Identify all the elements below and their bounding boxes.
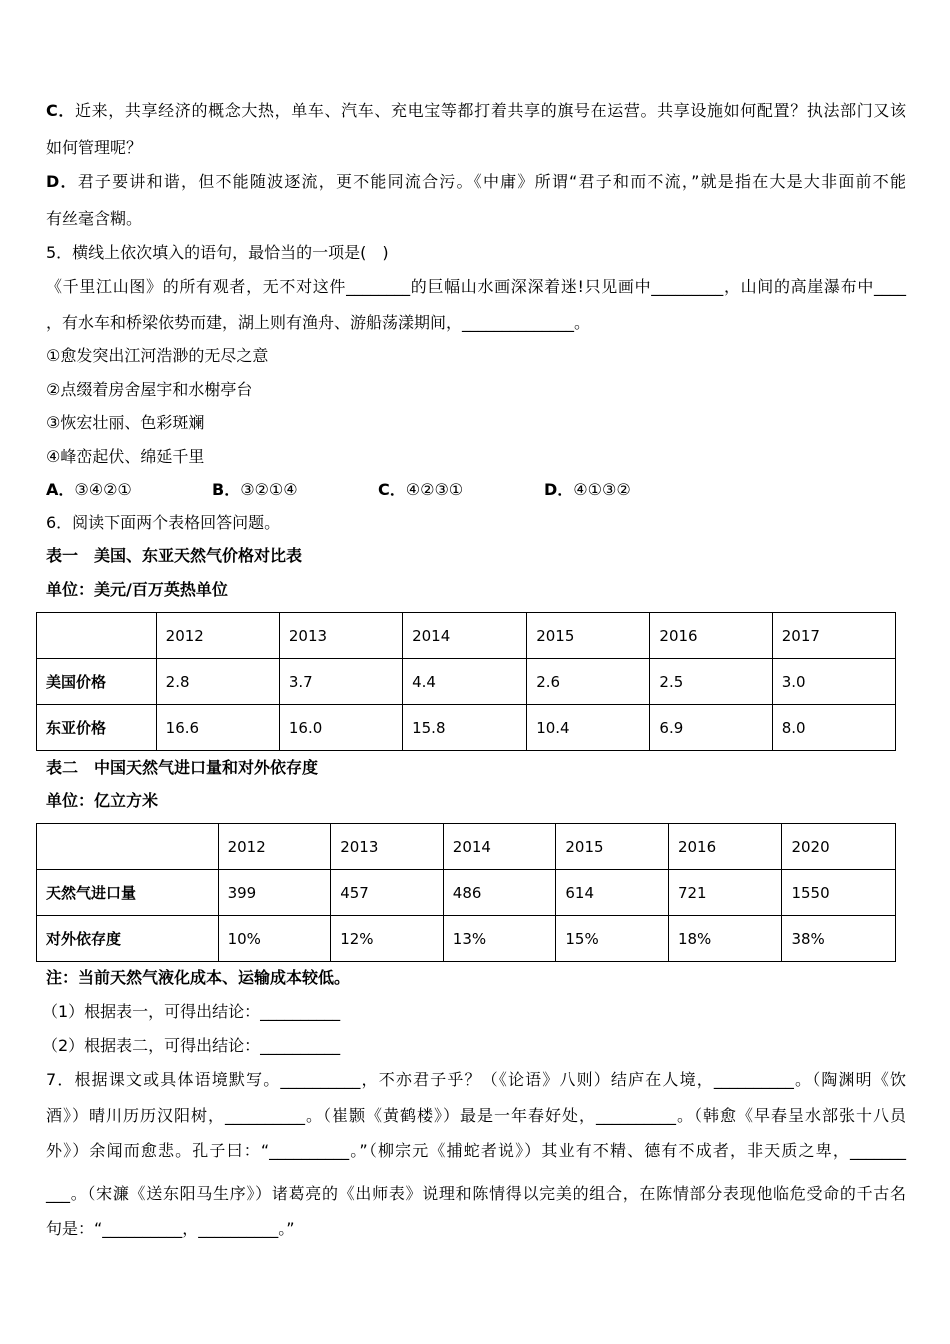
option-text: ③④②① bbox=[74, 480, 132, 499]
table-cell: 2.6 bbox=[527, 659, 650, 705]
table-cell: 东亚价格 bbox=[37, 705, 157, 751]
table-cell: 3.0 bbox=[772, 659, 895, 705]
table-cell: 721 bbox=[668, 870, 781, 916]
option-text: 君子要讲和谐，但不能随波逐流，更不能同流合污。《中庸》所谓“君子和而不流，”就是指在大是大非面前不能 bbox=[77, 172, 906, 191]
table-cell bbox=[37, 613, 157, 659]
question-7-line: ___。（宋濂《送东阳马生序》）诸葛亮的《出师表》说理和陈情得以完美的组合，在陈情部分表现他临危受命的千古名 bbox=[46, 1184, 906, 1203]
table-cell: 2020 bbox=[782, 824, 896, 870]
table-cell: 2017 bbox=[772, 613, 895, 659]
table-cell bbox=[37, 824, 219, 870]
table-cell: 2.5 bbox=[650, 659, 772, 705]
table-row bbox=[37, 916, 896, 962]
table-cell: 614 bbox=[556, 870, 669, 916]
table-cell: 2015 bbox=[556, 824, 669, 870]
table-cell: 2013 bbox=[331, 824, 444, 870]
option-label: D． bbox=[46, 172, 78, 191]
question-5-passage-line2: ，有水车和桥梁依势而建，湖上则有渔舟、游船荡漾期间，______________。 bbox=[46, 313, 591, 332]
table-cell: 10% bbox=[218, 916, 331, 962]
table-cell: 13% bbox=[443, 916, 556, 962]
table-cell: 16.6 bbox=[156, 705, 279, 751]
table-note: 注：当前天然气液化成本、运输成本较低。 bbox=[46, 968, 351, 987]
table-header-row bbox=[37, 824, 896, 870]
table-cell: 3.7 bbox=[279, 659, 402, 705]
option-b bbox=[212, 479, 378, 501]
option-text: ④②③① bbox=[405, 480, 464, 499]
option-text: 近来，共享经济的概念大热，单车、汽车、充电宝等都打着共享的旗号在运营。共享设施如何配置？执法部门又该 bbox=[75, 101, 906, 120]
table-cell: 8.0 bbox=[772, 705, 895, 751]
question-7-line: 外》）余闻而愈悲。孔子曰：“__________。”（柳宗元《捕蛇者说》）其业有不精、德有不成者，非天质之卑，_______ bbox=[46, 1141, 906, 1160]
table-cell: 对外依存度 bbox=[37, 916, 219, 962]
table-cell: 2016 bbox=[668, 824, 781, 870]
option-c-line2: 如何管理呢？ bbox=[46, 138, 143, 157]
question-5-item: ④峰峦起伏、绵延千里 bbox=[46, 447, 205, 466]
option-label: C． bbox=[378, 480, 406, 499]
table-cell: 2015 bbox=[527, 613, 650, 659]
option-d-line1 bbox=[46, 171, 906, 193]
table-cell: 38% bbox=[782, 916, 896, 962]
table-cell: 2013 bbox=[279, 613, 402, 659]
table-cell: 15% bbox=[556, 916, 669, 962]
table-cell: 15.8 bbox=[403, 705, 527, 751]
table-row bbox=[37, 705, 896, 751]
question-5-item: ①愈发突出江河浩渺的无尽之意 bbox=[46, 346, 269, 365]
table-cell: 18% bbox=[668, 916, 781, 962]
table-cell: 4.4 bbox=[403, 659, 527, 705]
table-cell: 2012 bbox=[218, 824, 331, 870]
question-5-item: ③恢宏壮丽、色彩斑斓 bbox=[46, 413, 205, 432]
table-cell: 美国价格 bbox=[37, 659, 157, 705]
table-cell: 1550 bbox=[782, 870, 896, 916]
table-cell: 6.9 bbox=[650, 705, 772, 751]
table-cell: 2016 bbox=[650, 613, 772, 659]
option-label: A． bbox=[46, 480, 75, 499]
option-d bbox=[544, 479, 710, 501]
option-text: ③②①④ bbox=[240, 480, 298, 499]
question-5-passage-line1: 《千里江山图》的所有观者，无不对这件________的巨幅山水画深深着迷!只见画中_________，山间的高崖瀑布中____ bbox=[46, 277, 906, 296]
option-label: C． bbox=[46, 101, 76, 120]
table2-title: 表二 中国天然气进口量和对外依存度 bbox=[46, 758, 319, 777]
table-cell: 2014 bbox=[403, 613, 527, 659]
table2 bbox=[36, 823, 896, 962]
option-text: ④①③② bbox=[573, 480, 631, 499]
question-6-stem: 6．阅读下面两个表格回答问题。 bbox=[46, 513, 281, 532]
table-header-row bbox=[37, 613, 896, 659]
table-row bbox=[37, 870, 896, 916]
option-label: B． bbox=[212, 480, 241, 499]
table-row bbox=[37, 659, 896, 705]
option-c bbox=[378, 479, 544, 501]
table-cell: 16.0 bbox=[279, 705, 402, 751]
table-cell: 10.4 bbox=[527, 705, 650, 751]
question-5-options bbox=[46, 479, 710, 501]
table-cell: 457 bbox=[331, 870, 444, 916]
question-7-line: 句是：“__________，__________。” bbox=[46, 1219, 295, 1238]
option-label: D． bbox=[544, 480, 574, 499]
table1-title: 表一 美国、东亚天然气价格对比表 bbox=[46, 546, 303, 565]
question-6-sub2: （2）根据表二，可得出结论：__________ bbox=[42, 1036, 341, 1055]
table-cell: 2014 bbox=[443, 824, 556, 870]
table1 bbox=[36, 612, 896, 751]
table-cell: 2.8 bbox=[156, 659, 279, 705]
table-cell: 486 bbox=[443, 870, 556, 916]
option-a bbox=[46, 479, 212, 501]
option-c-line1 bbox=[46, 100, 906, 122]
table-cell: 399 bbox=[218, 870, 331, 916]
table1-unit: 单位：美元/百万英热单位 bbox=[46, 580, 228, 599]
question-5-stem: 5．横线上依次填入的语句，最恰当的一项是( ) bbox=[46, 243, 389, 262]
table-cell: 12% bbox=[331, 916, 444, 962]
question-6-sub1: （1）根据表一，可得出结论：__________ bbox=[42, 1002, 341, 1021]
question-5-item: ②点缀着房舍屋宇和水榭亭台 bbox=[46, 380, 253, 399]
table-cell: 2012 bbox=[156, 613, 279, 659]
option-d-line2: 有丝毫含糊。 bbox=[46, 209, 143, 228]
table-cell: 天然气进口量 bbox=[37, 870, 219, 916]
question-7-line: 7．根据课文或具体语境默写。__________，不亦君子乎？（《论语》八则）结庐在人境，__________。（陶渊明《饮 bbox=[46, 1070, 906, 1089]
question-7-line: 酒》）晴川历历汉阳树，__________。（崔颢《黄鹤楼》）最是一年春好处，__________。（韩愈《早春呈水部张十八员 bbox=[46, 1106, 906, 1125]
table2-unit: 单位：亿立方米 bbox=[46, 791, 159, 810]
